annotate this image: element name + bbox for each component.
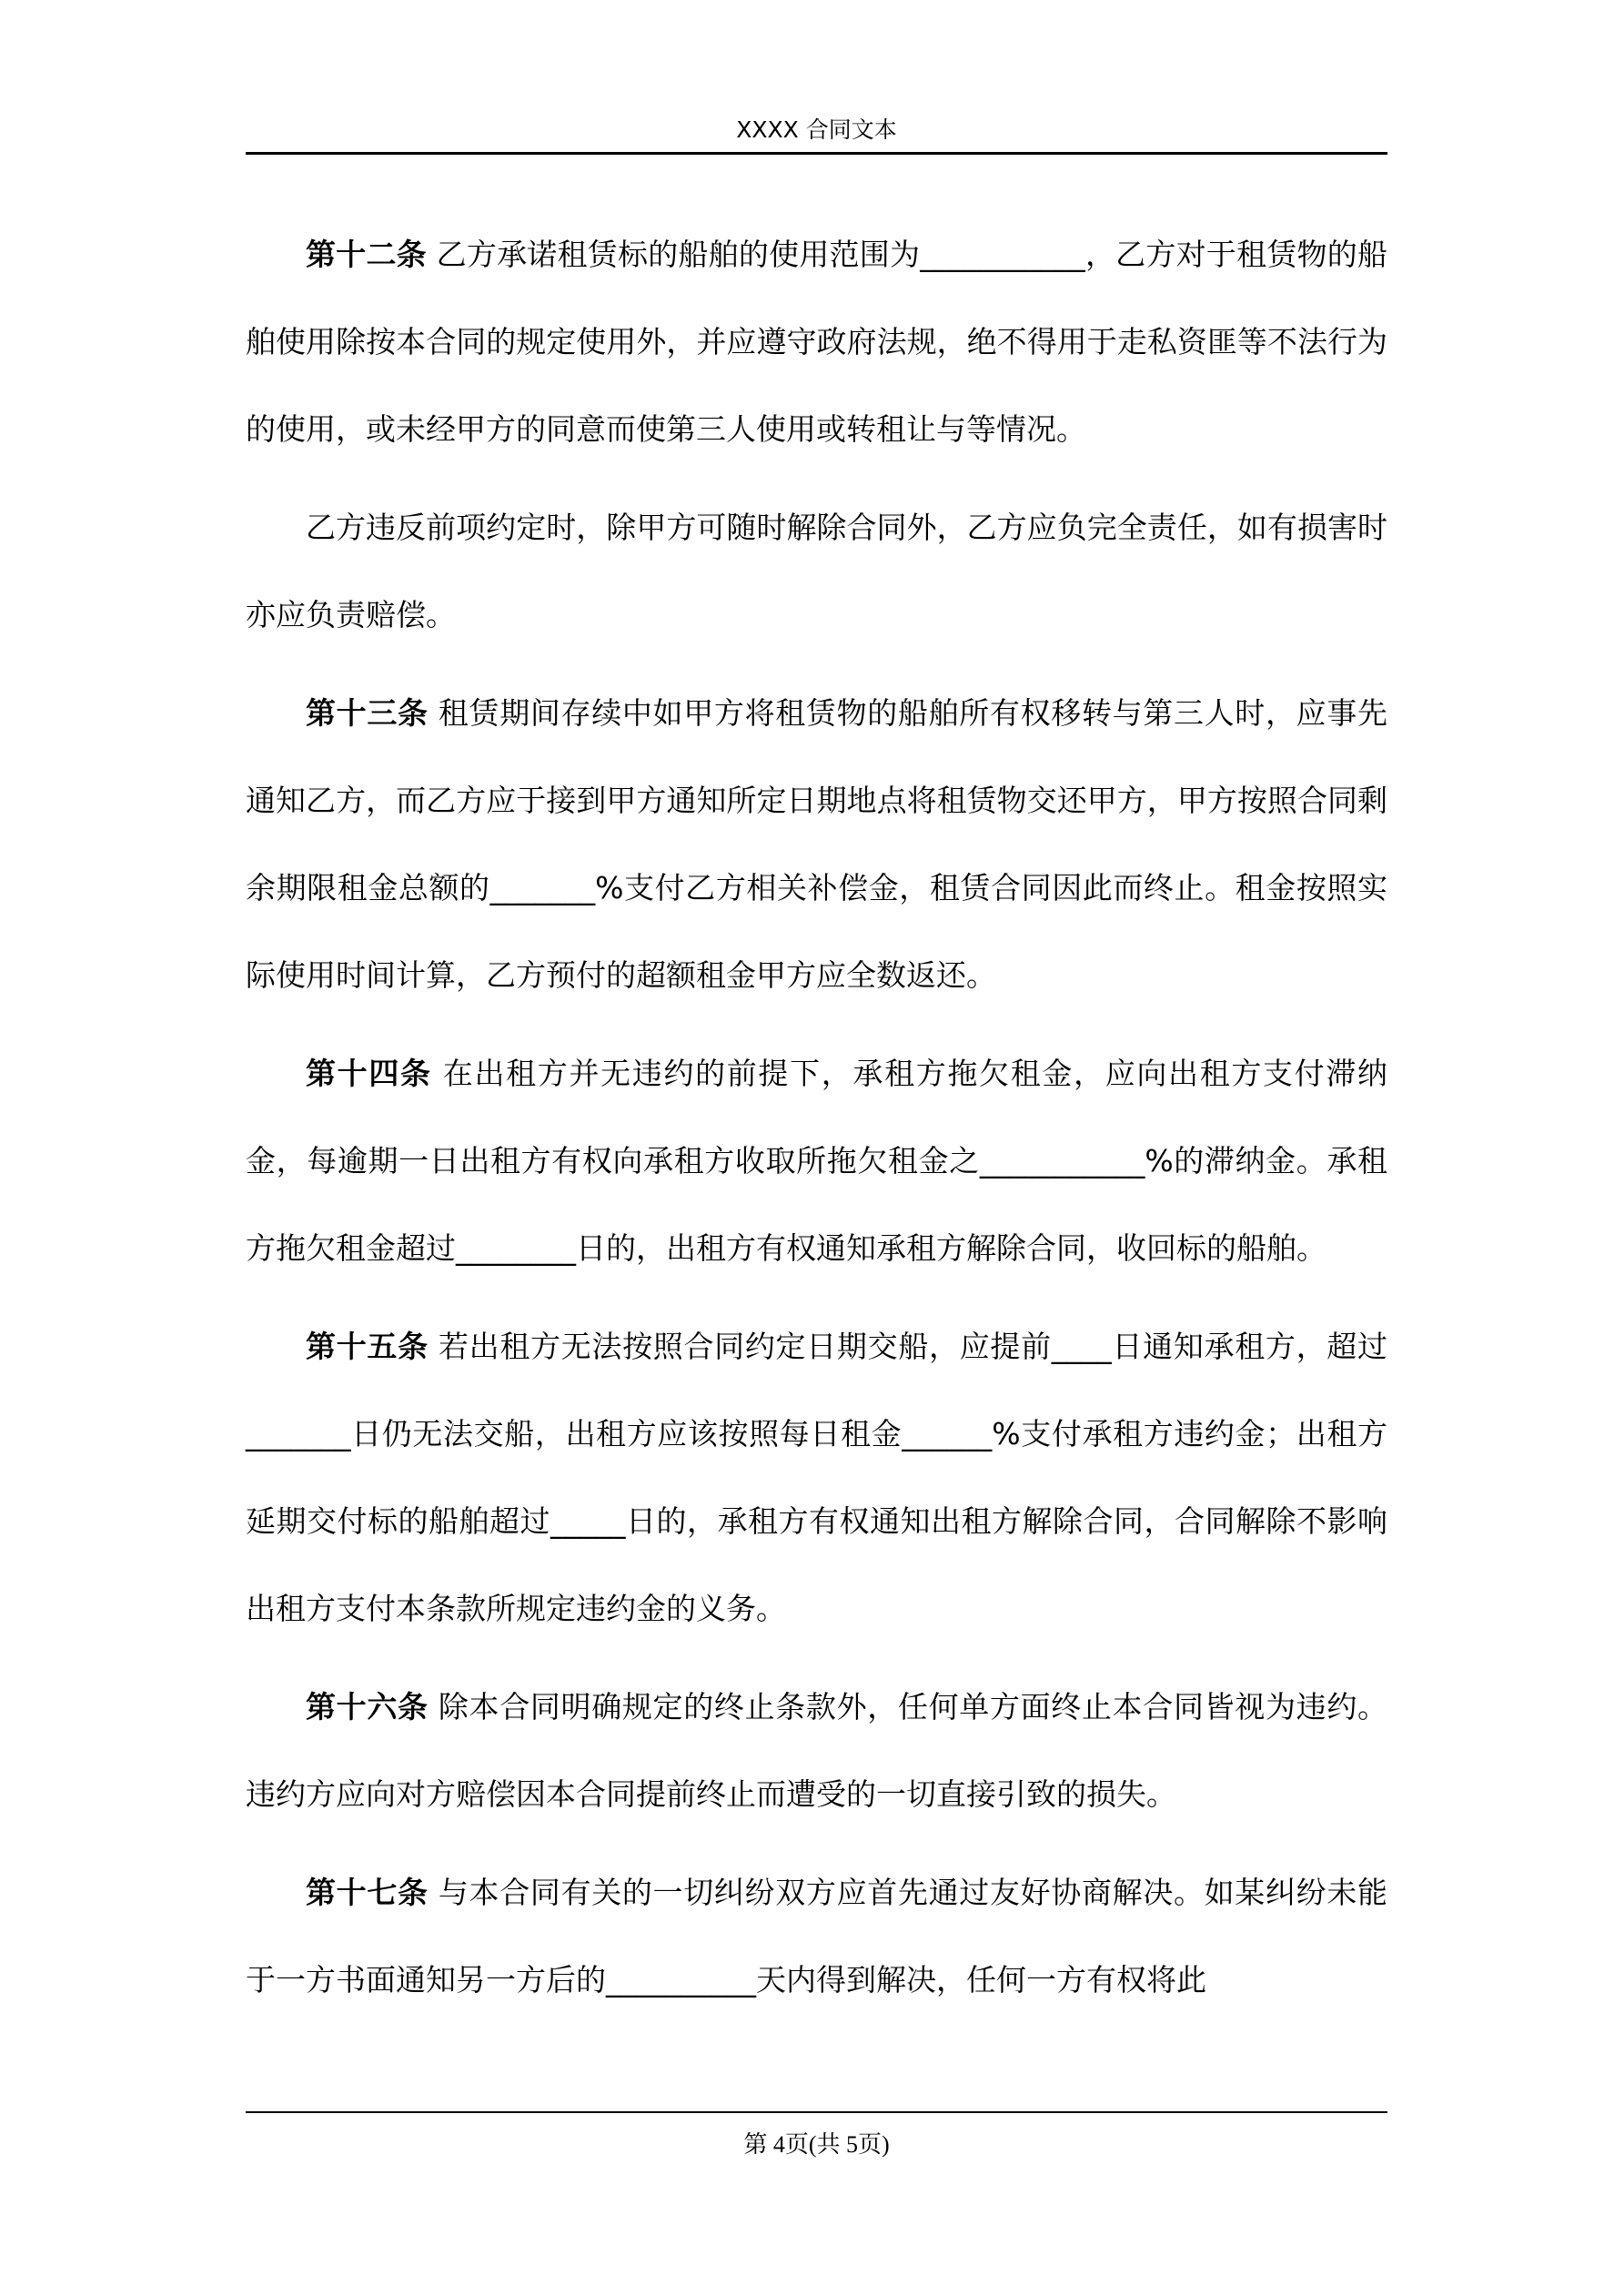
- page-number: 第 4页(共 5页): [743, 2131, 890, 2158]
- clause-15: [246, 1303, 1387, 1653]
- clause-14: [246, 1030, 1387, 1292]
- clause-17: [246, 1849, 1387, 2024]
- article-number: 第十四条: [306, 1056, 432, 1091]
- article-number: 第十五条: [306, 1329, 429, 1364]
- contract-body: [246, 211, 1387, 2024]
- page-header-title: XXXX 合同文本: [736, 116, 897, 143]
- clause-13: [246, 670, 1387, 1019]
- header-divider: [246, 152, 1387, 155]
- clause-text: 乙方违反前项约定时，除甲方可随时解除合同外，乙方应负完全责任，如有损害时亦应负责赔偿。: [246, 510, 1387, 632]
- clause-text: 在出租方并无违约的前提下，承租方拖欠租金，应向出租方支付滞纳金，每逾期一日出租方有权向承租方收取所拖欠租金之___________%的滞纳金。承租方拖欠租金超过________日的，出租方有权通知承租方解除合同，收回标的船舶。: [246, 1056, 1387, 1266]
- clause-text: 除本合同明确规定的终止条款外，任何单方面终止本合同皆视为违约。违约方应向对方赔偿因本合同提前终止而遭受的一切直接引致的损失。: [246, 1689, 1387, 1812]
- clause-text: 租赁期间存续中如甲方将租赁物的船舶所有权移转与第三人时，应事先通知乙方，而乙方应于接到甲方通知所定日期地点将租赁物交还甲方，甲方按照合同剩余期限租金总额的_______%支付乙方相关补偿金，租赁合同因此而终止。租金按照实际使用时间计算，乙方预付的超额租金甲方应全数返还。: [246, 695, 1387, 993]
- clause-12: [246, 211, 1387, 473]
- article-number: 第十二条: [306, 237, 427, 272]
- clause-text: 与本合同有关的一切纠纷双方应首先通过友好协商解决。如某纠纷未能于一方书面通知另一方后的__________天内得到解决，任何一方有权将此: [246, 1875, 1387, 1998]
- clause-text: 若出租方无法按照合同约定日期交船，应提前____日通知承租方，超过_______日仍无法交船，出租方应该按照每日租金______%支付承租方违约金；出租方延期交付标的船舶超过_____日的，承租方有权通知出租方解除合同，合同解除不影响出租方支付本条款所规定违约金的义务。: [246, 1329, 1387, 1626]
- clause-16: [246, 1664, 1387, 1838]
- clause-text: 乙方承诺租赁标的船舶的使用范围为___________，乙方对于租赁物的船舶使用除按本合同的规定使用外，并应遵守政府法规，绝不得用于走私资匪等不法行为的使用，或未经甲方的同意而使第三人使用或转租让与等情况。: [246, 237, 1387, 447]
- article-number: 第十三条: [306, 695, 429, 731]
- article-number: 第十六条: [306, 1689, 429, 1725]
- article-number: 第十七条: [306, 1875, 429, 1910]
- footer-divider: [246, 2111, 1387, 2113]
- clause-12-paragraph-2: [246, 484, 1387, 659]
